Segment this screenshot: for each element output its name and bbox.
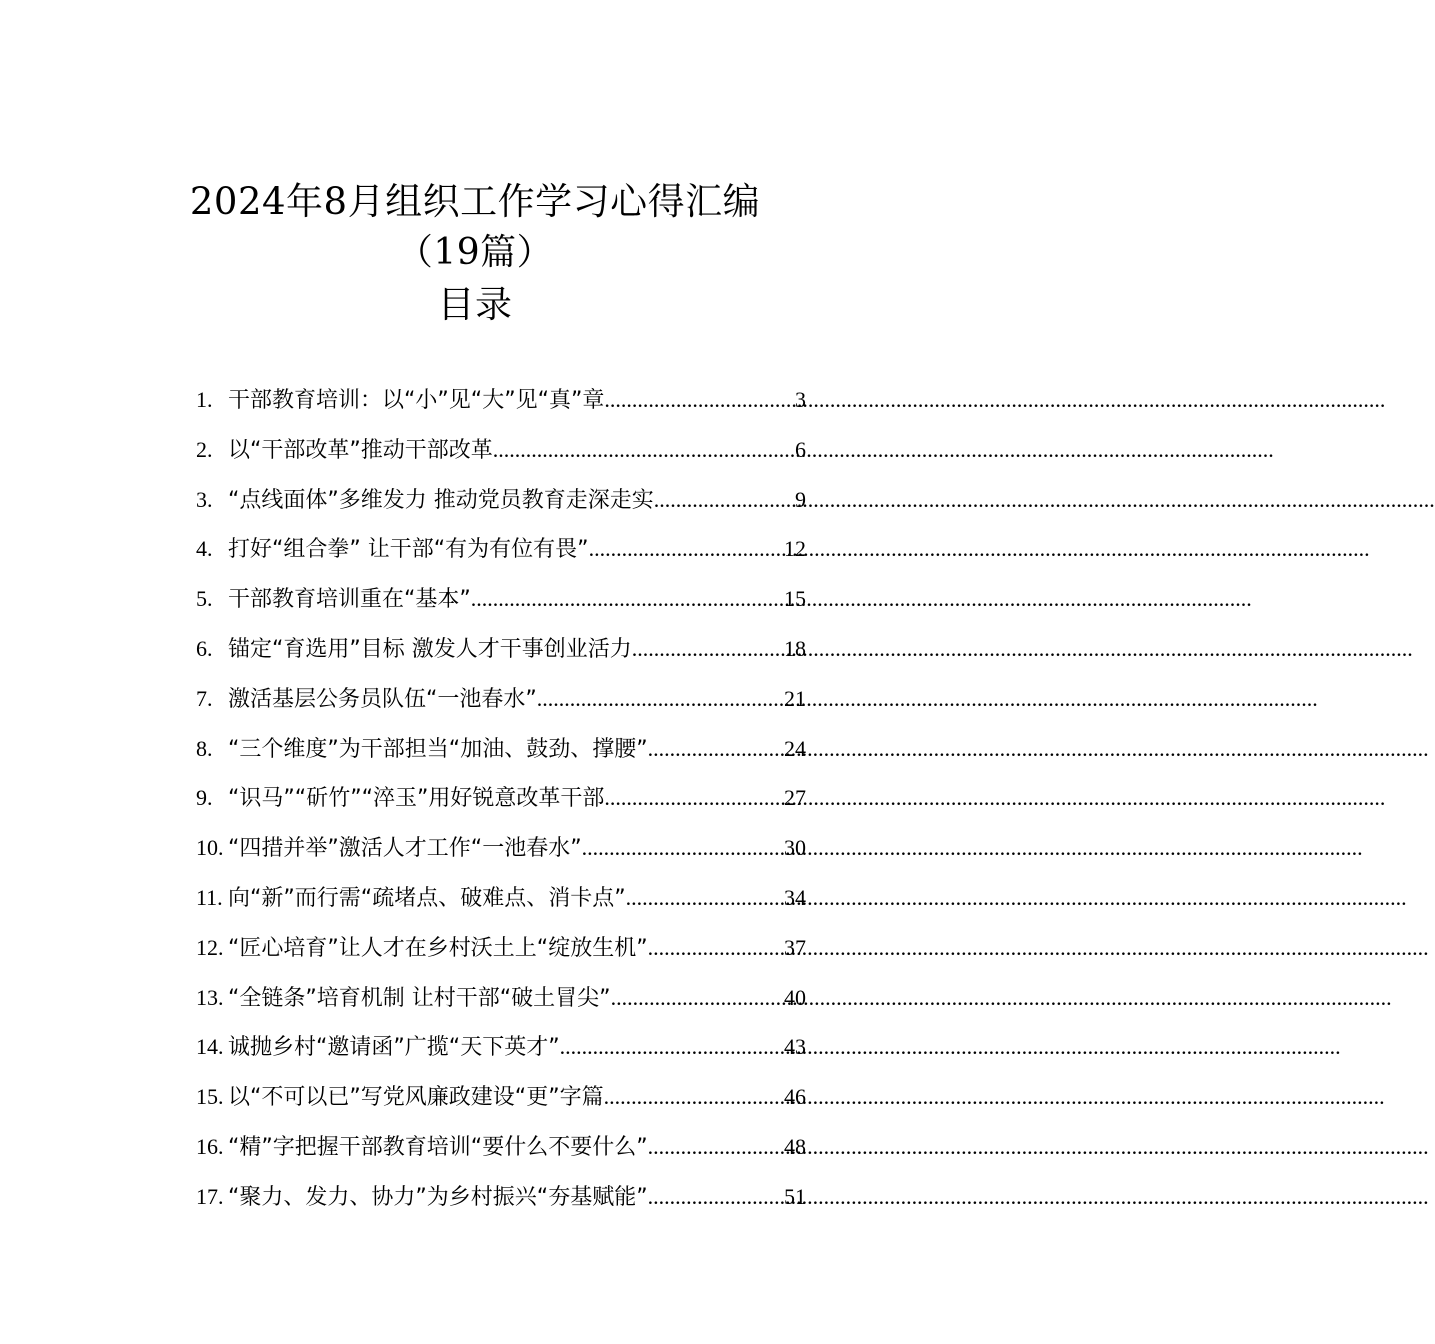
toc-dot-leader <box>626 878 784 918</box>
toc-dot-leader <box>648 1127 784 1167</box>
toc-entry[interactable] <box>196 380 806 430</box>
toc-entry-number: 3. <box>196 486 213 512</box>
toc-page-number: 43 <box>784 1034 806 1060</box>
toc-entry-title[interactable]: 锚定“育选用”目标 激发人才干事创业活力 <box>228 636 632 662</box>
toc-entry[interactable] <box>196 828 806 878</box>
toc-page-number: 40 <box>784 984 806 1010</box>
toc-entry-title[interactable]: “精”字把握干部教育培训“要什么不要什么” <box>228 1134 648 1160</box>
document-subtitle: （19篇） <box>396 232 554 273</box>
toc-entry-number: 6. <box>196 635 213 661</box>
toc-dot-leader <box>537 679 784 719</box>
toc-entry[interactable] <box>196 629 806 679</box>
toc-page-number: 46 <box>784 1084 806 1110</box>
toc-entry-title[interactable]: 诚抛乡村“邀请函”广揽“天下英才” <box>228 1035 560 1061</box>
toc-page-number: 37 <box>784 934 806 960</box>
toc-entry-number: 13. <box>196 984 224 1010</box>
toc-entry-number: 14. <box>196 1034 224 1060</box>
toc-dot-leader <box>611 978 784 1018</box>
toc-page-number: 15 <box>784 586 806 612</box>
toc-page-number: 48 <box>784 1133 806 1159</box>
title-block <box>0 176 950 332</box>
toc-dot-leader <box>604 778 784 818</box>
toc-dot-leader <box>471 579 784 619</box>
toc-entry-title[interactable]: 打好“组合拳” 让干部“有为有位有畏” <box>228 537 589 563</box>
toc-entry-number: 9. <box>196 785 213 811</box>
toc-dot-leader <box>632 629 784 669</box>
toc-entry-title[interactable]: “全链条”培育机制 让村干部“破土冒尖” <box>228 985 611 1011</box>
toc-entry[interactable] <box>196 529 806 579</box>
toc-entry-title[interactable]: “三个维度”为干部担当“加油、鼓劲、撑腰” <box>228 736 648 762</box>
toc-page-number: 34 <box>784 884 806 910</box>
toc-entry-title[interactable]: 激活基层公务员队伍“一池春水” <box>228 686 537 712</box>
toc-entry-title[interactable]: “识马”“斫竹”“淬玉”用好锐意改革干部 <box>228 786 605 812</box>
toc-page-number: 27 <box>784 785 806 811</box>
toc-page-number: 18 <box>784 635 806 661</box>
toc-entry[interactable] <box>196 480 806 530</box>
toc-entry[interactable] <box>196 430 806 480</box>
toc-heading: 目录 <box>437 283 513 326</box>
toc-page-number: 3 <box>795 387 806 412</box>
toc-page-number: 9 <box>795 486 806 512</box>
toc-dot-leader <box>648 729 784 769</box>
toc-entry[interactable] <box>196 679 806 729</box>
toc-entry-number: 15. <box>196 1084 224 1110</box>
table-of-contents <box>196 380 806 1227</box>
toc-dot-leader <box>582 828 784 868</box>
toc-entry-title[interactable]: 干部教育培训：以“小”见“大”见“真”章 <box>228 388 605 413</box>
toc-dot-leader <box>654 480 795 520</box>
toc-entry-number: 1. <box>196 387 213 412</box>
toc-page-number: 12 <box>784 536 806 562</box>
toc-entry-title[interactable]: 向“新”而行需“疏堵点、破难点、消卡点” <box>228 885 626 911</box>
toc-entry-title[interactable]: 干部教育培训重在“基本” <box>228 587 471 613</box>
toc-entry[interactable] <box>196 1177 806 1227</box>
toc-entry[interactable] <box>196 579 806 629</box>
toc-dot-leader <box>648 928 784 968</box>
toc-entry-number: 16. <box>196 1133 224 1159</box>
toc-entry-title[interactable]: 以“干部改革”推动干部改革 <box>228 437 493 463</box>
toc-entry[interactable] <box>196 778 806 828</box>
toc-entry-title[interactable]: “聚力、发力、协力”为乡村振兴“夯基赋能” <box>228 1184 648 1210</box>
toc-entry-number: 5. <box>196 586 213 612</box>
toc-entry-number: 11. <box>196 884 223 910</box>
toc-dot-leader <box>604 380 795 420</box>
toc-entry[interactable] <box>196 878 806 928</box>
toc-page-number: 51 <box>784 1183 806 1209</box>
toc-entry-title[interactable]: “点线面体”多维发力 推动党员教育走深走实 <box>228 487 654 513</box>
toc-entry-number: 8. <box>196 735 213 761</box>
toc-dot-leader <box>589 529 784 569</box>
toc-entry-number: 12. <box>196 934 224 960</box>
toc-entry[interactable] <box>196 978 806 1028</box>
toc-entry-number: 7. <box>196 685 213 711</box>
toc-page-number: 21 <box>784 685 806 711</box>
toc-dot-leader <box>560 1027 784 1067</box>
toc-page-number: 24 <box>784 735 806 761</box>
toc-page-number: 6 <box>795 436 806 462</box>
toc-entry[interactable] <box>196 1127 806 1177</box>
toc-entry[interactable] <box>196 928 806 978</box>
toc-entry-title[interactable]: “四措并举”激活人才工作“一池春水” <box>228 836 582 862</box>
toc-entry[interactable] <box>196 1077 806 1127</box>
toc-entry-title[interactable]: 以“不可以已”写党风廉政建设“更”字篇 <box>228 1085 604 1111</box>
toc-page-number: 30 <box>784 835 806 861</box>
toc-entry-number: 17. <box>196 1183 224 1209</box>
toc-entry-number: 10. <box>196 835 224 861</box>
document-title: 2024年8月组织工作学习心得汇编 <box>189 180 761 223</box>
toc-dot-leader <box>648 1177 784 1217</box>
toc-dot-leader <box>493 430 795 470</box>
toc-entry-number: 2. <box>196 436 213 462</box>
toc-dot-leader <box>604 1077 784 1117</box>
toc-entry-title[interactable]: “匠心培育”让人才在乡村沃土上“绽放生机” <box>228 935 648 961</box>
toc-entry-number: 4. <box>196 536 213 562</box>
toc-entry[interactable] <box>196 729 806 779</box>
toc-entry[interactable] <box>196 1027 806 1077</box>
